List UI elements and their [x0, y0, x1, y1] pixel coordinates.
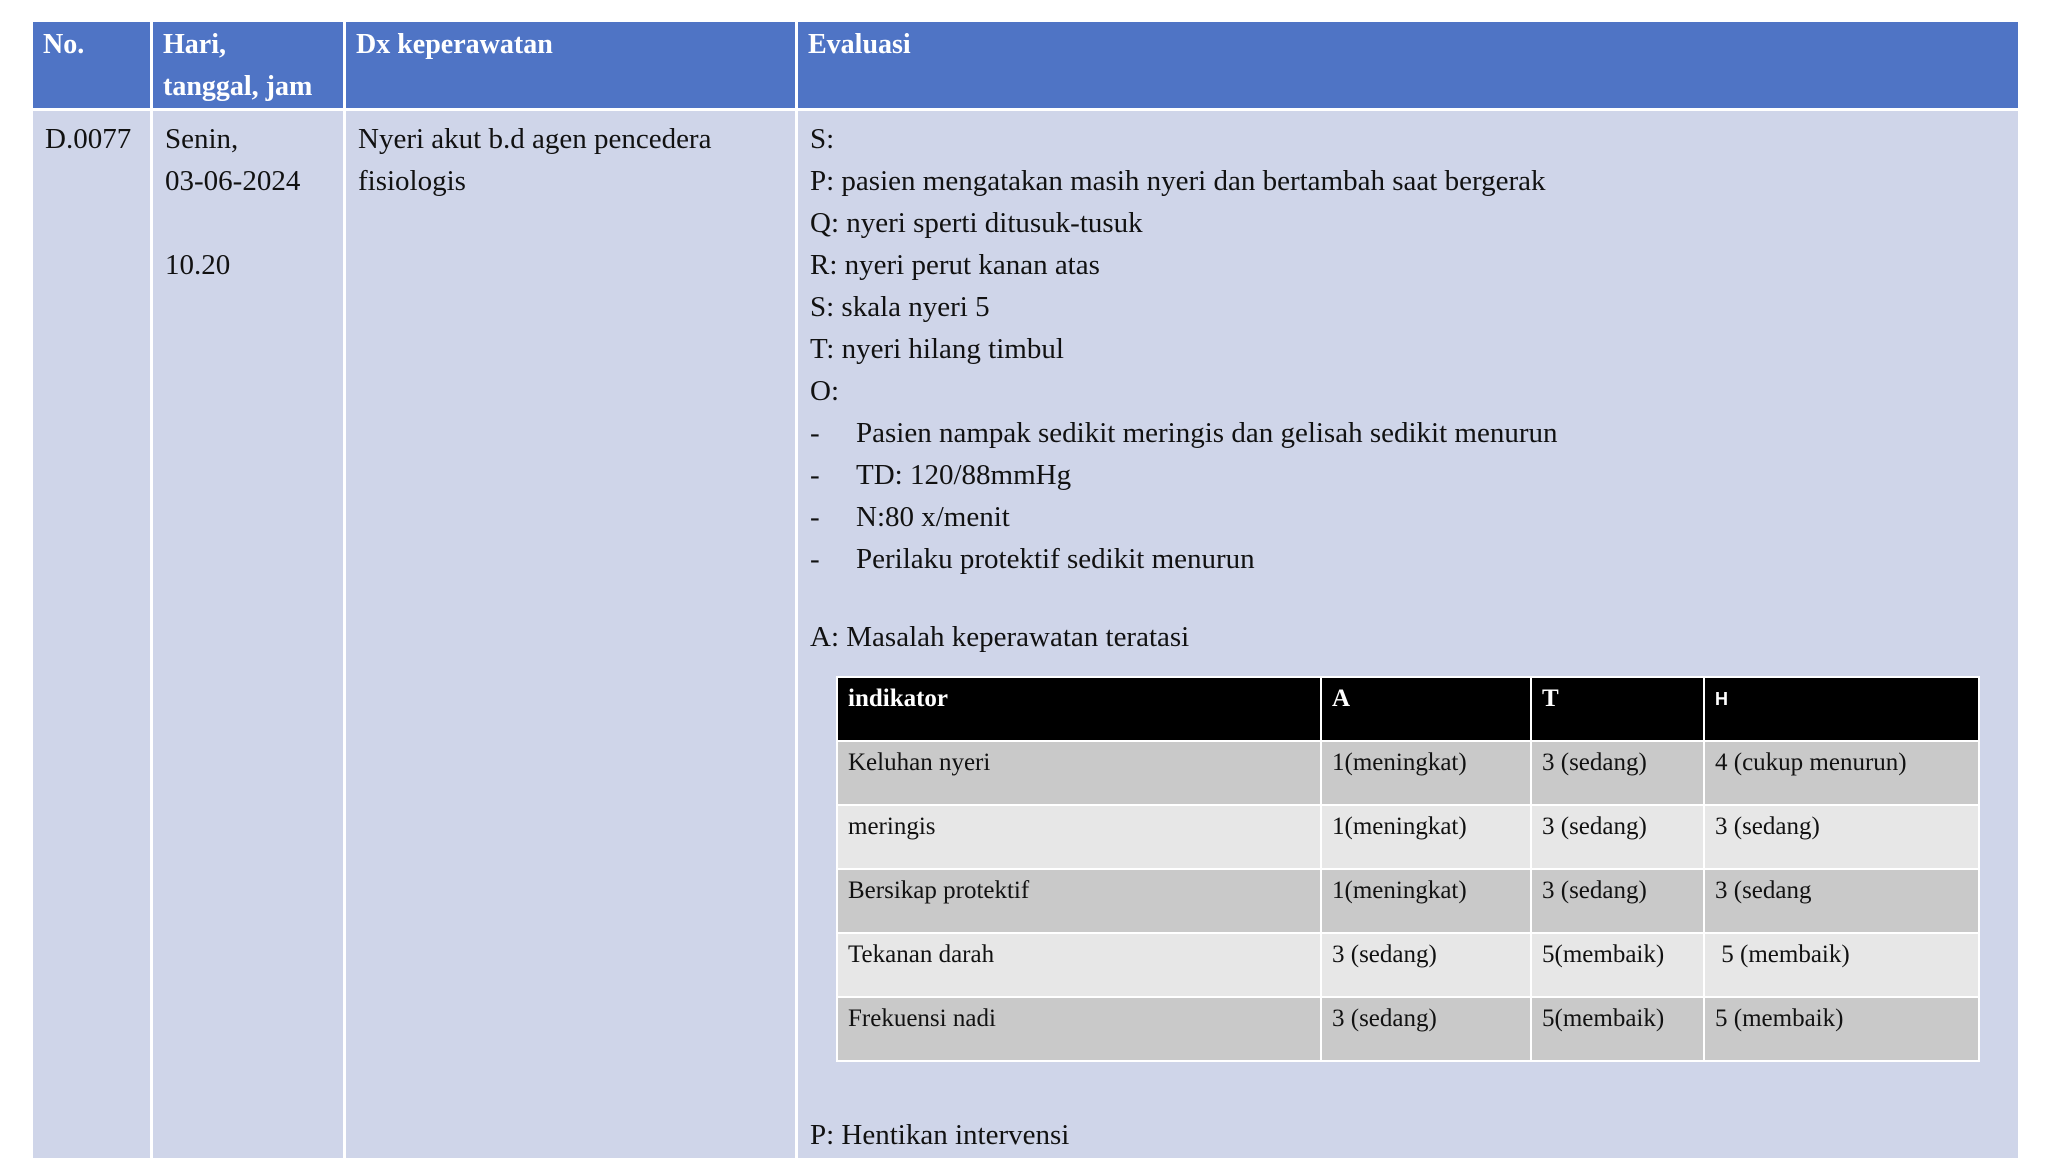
- cell-evaluasi: [797, 110, 2020, 1160]
- bullet-dash: -: [810, 501, 820, 533]
- eval-o-text: N:80 x/menit: [856, 501, 1010, 533]
- table-cell: Tekanan darah: [837, 933, 1321, 997]
- eval-s-line: Q: nyeri sperti ditusuk-tusuk: [810, 207, 1143, 239]
- indikator-header-row: [837, 677, 1979, 741]
- row-no: D.0077: [45, 123, 132, 155]
- eval-s-line: R: nyeri perut kanan atas: [810, 249, 1100, 281]
- eval-o-text: Pasien nampak sedikit meringis dan gelisah sedikit menurun: [856, 417, 1558, 449]
- eval-o-label: O:: [810, 375, 839, 407]
- table-cell: Bersikap protektif: [837, 869, 1321, 933]
- eval-s-line: S: skala nyeri 5: [810, 291, 990, 323]
- header-row: [32, 21, 2020, 110]
- eval-s-line: T: nyeri hilang timbul: [810, 333, 1064, 365]
- cell-dx: [345, 110, 797, 1160]
- bullet-dash: -: [810, 543, 820, 575]
- bullet-dash: -: [810, 417, 820, 449]
- table-cell: 3 (sedang): [1321, 997, 1531, 1061]
- header-no-label: No.: [43, 29, 85, 60]
- bullet-dash: -: [810, 459, 820, 491]
- row-dx-line1: Nyeri akut b.d agen pencedera: [358, 123, 712, 155]
- header-evaluasi-label: Evaluasi: [808, 29, 911, 60]
- table-cell: 1(meningkat): [1321, 741, 1531, 805]
- table-row: [837, 741, 1979, 805]
- table-cell: 5 (membaik): [1704, 997, 1979, 1061]
- header-no: [32, 21, 152, 110]
- table-cell: meringis: [837, 805, 1321, 869]
- table-cell: 3 (sedang): [1531, 805, 1704, 869]
- eval-o-item: [810, 454, 2006, 496]
- indikator-table: [836, 676, 1980, 1062]
- header-dx-label: Dx keperawatan: [356, 29, 553, 60]
- table-cell: 3 (sedang): [1704, 805, 1979, 869]
- table-row: [837, 933, 1979, 997]
- cell-no: [32, 110, 152, 1160]
- table-cell: Frekuensi nadi: [837, 997, 1321, 1061]
- indikator-header-cell: indikator: [837, 677, 1321, 741]
- table-cell: 1(meningkat): [1321, 805, 1531, 869]
- table-cell: 1(meningkat): [1321, 869, 1531, 933]
- header-evaluasi: [797, 21, 2020, 110]
- row-dx-line2: fisiologis: [358, 165, 466, 197]
- table-cell: Keluhan nyeri: [837, 741, 1321, 805]
- row-hari-line1: Senin,: [165, 123, 239, 155]
- indikator-header-cell: A: [1321, 677, 1531, 741]
- table-cell: 3 (sedang): [1321, 933, 1531, 997]
- table-cell: 3 (sedang): [1531, 741, 1704, 805]
- eval-o-item: [810, 496, 2006, 538]
- table-cell: 5(membaik): [1531, 997, 1704, 1061]
- row-jam: 10.20: [165, 249, 231, 281]
- row-hari-line2: 03-06-2024: [165, 165, 301, 197]
- header-hari: [152, 21, 345, 110]
- indikator-header-cell: T: [1531, 677, 1704, 741]
- table-cell: 5 (membaik): [1704, 933, 1979, 997]
- table-cell: 4 (cukup menurun): [1704, 741, 1979, 805]
- cell-hari: [152, 110, 345, 1160]
- header-hari-line1: Hari,: [163, 29, 226, 60]
- eval-p-line: P: Hentikan intervensi: [810, 1119, 1070, 1151]
- table-row: [837, 869, 1979, 933]
- data-row: [32, 110, 2020, 1160]
- eval-s-line: P: pasien mengatakan masih nyeri dan bertambah saat bergerak: [810, 165, 1546, 197]
- eval-o-item: [810, 538, 2006, 580]
- table-cell: 5(membaik): [1531, 933, 1704, 997]
- eval-o-text: Perilaku protektif sedikit menurun: [856, 543, 1255, 575]
- eval-a-line: A: Masalah keperawatan teratasi: [810, 621, 1190, 653]
- header-hari-line2: tanggal, jam: [163, 71, 313, 102]
- header-dx: [345, 21, 797, 110]
- eval-o-item: [810, 412, 2006, 454]
- table-cell: 3 (sedang): [1531, 869, 1704, 933]
- indikator-header-cell: H: [1704, 677, 1979, 741]
- evaluation-table: [30, 19, 2021, 1161]
- table-row: [837, 805, 1979, 869]
- eval-o-text: TD: 120/88mmHg: [856, 459, 1072, 491]
- table-cell: 3 (sedang: [1704, 869, 1979, 933]
- table-row: [837, 997, 1979, 1061]
- eval-s-label: S:: [810, 123, 835, 155]
